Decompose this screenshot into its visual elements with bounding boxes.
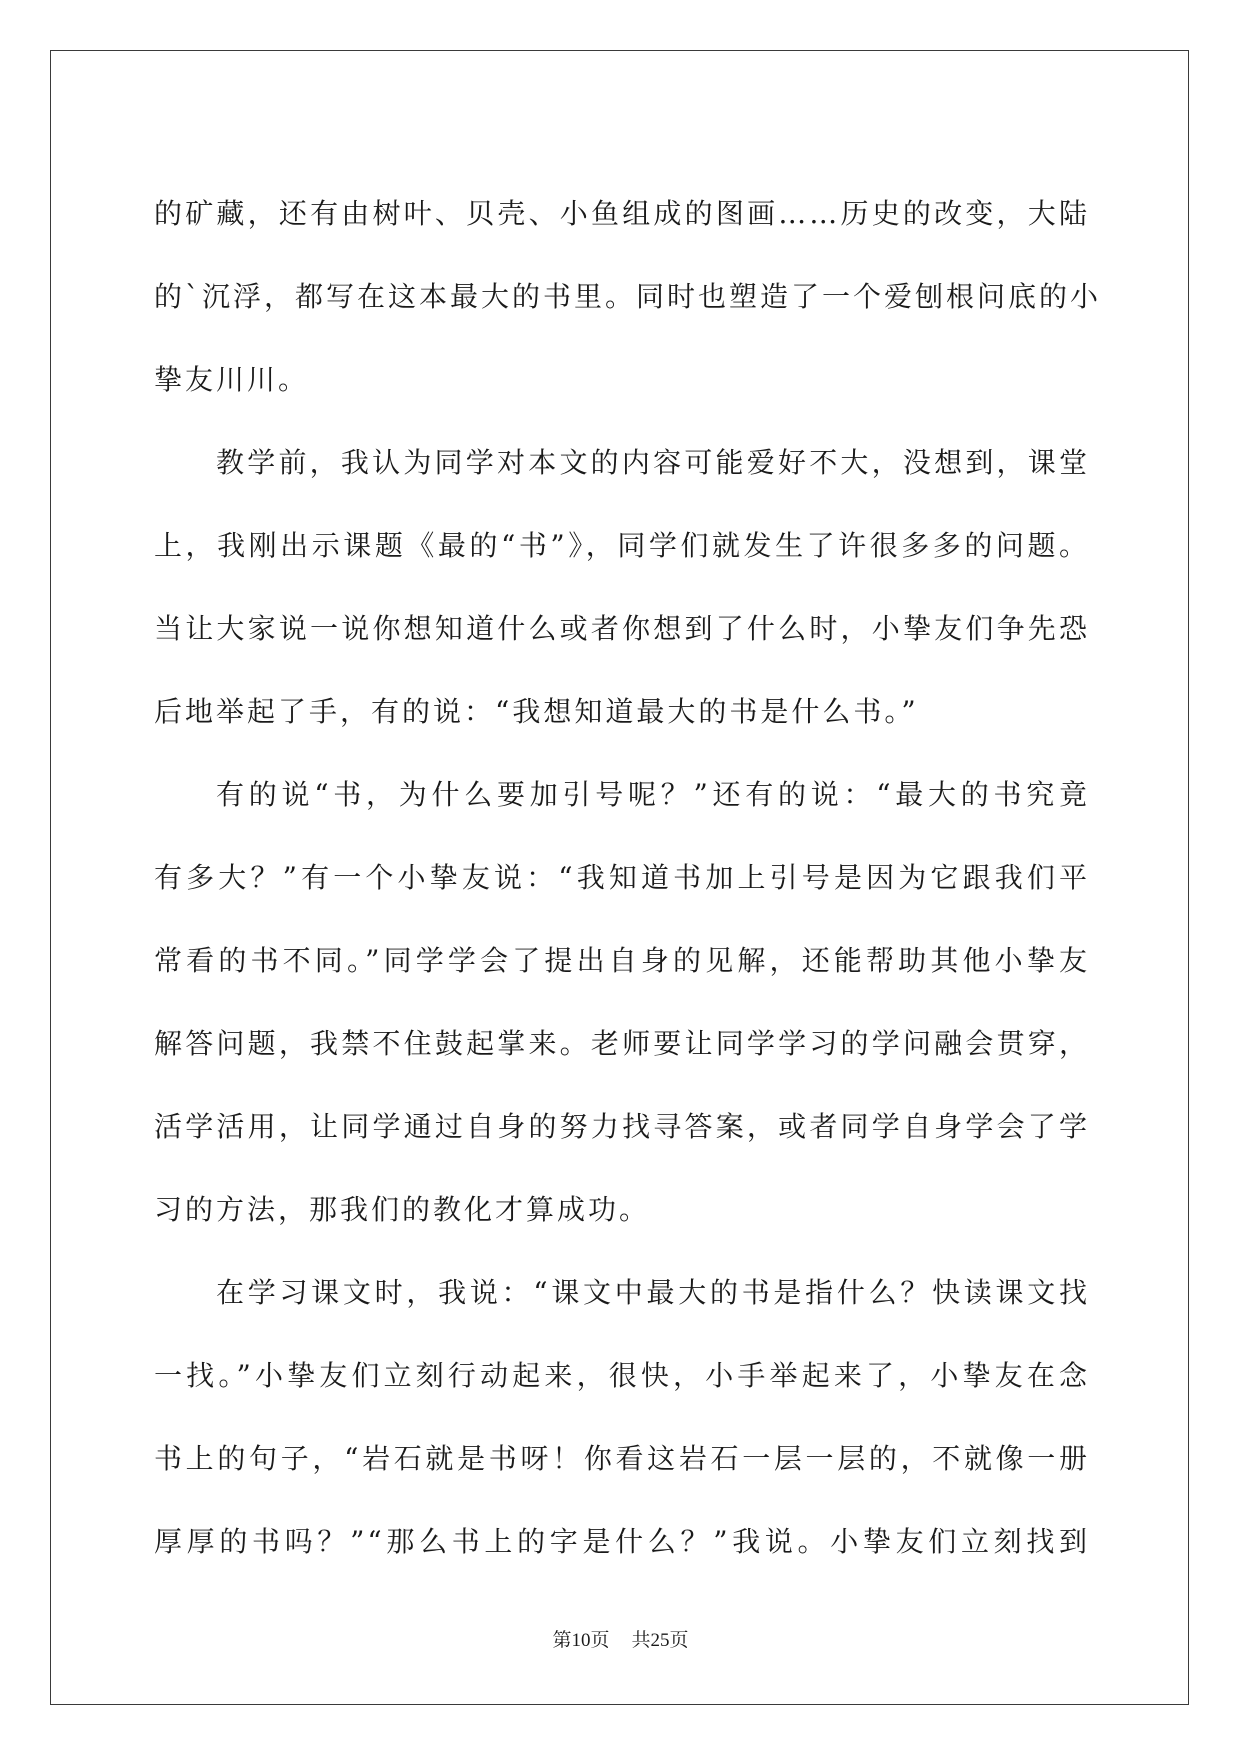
text-line: 厚厚的书吗？”“那么书上的字是什么？”我说。小挚友们立刻找到	[154, 1525, 1090, 1558]
text-line: 当让大家说一说你想知道什么或者你想到了什么时，小挚友们争先恐	[154, 612, 1090, 645]
text-line: 习的方法，那我们的教化才算成功。	[154, 1193, 651, 1226]
text-line: 的矿藏，还有由树叶、贝壳、小鱼组成的图画……历史的改变，大陆	[154, 197, 1090, 230]
page-number: 第10页	[552, 1630, 610, 1651]
text-line: 有多大？”有一个小挚友说：“我知道书加上引号是因为它跟我们平	[154, 861, 1090, 894]
text-line: 的`沉浮，都写在这本最大的书里。同时也塑造了一个爱刨根问底的小	[154, 280, 1102, 313]
paragraph	[154, 421, 1090, 753]
text-line: 上，我刚出示课题《最的“书”》，同学们就发生了许很多多的问题。	[154, 529, 1090, 562]
document-body	[154, 172, 1102, 1583]
text-line: 在学习课文时，我说：“课文中最大的书是指什么？快读课文找	[216, 1276, 1090, 1309]
text-line: 挚友川川。	[154, 363, 310, 396]
text-line: 有的说“书，为什么要加引号呢？”还有的说：“最大的书究竟	[216, 778, 1090, 811]
text-line: 教学前，我认为同学对本文的内容可能爱好不大，没想到，课堂	[216, 446, 1090, 479]
paragraph	[154, 753, 1090, 1251]
text-line: 常看的书不同。”同学学会了提出自身的见解，还能帮助其他小挚友	[154, 944, 1090, 977]
paragraph	[154, 172, 1102, 421]
total-pages: 共25页	[631, 1630, 689, 1651]
text-line: 书上的句子，“岩石就是书呀！你看这岩石一层一层的，不就像一册	[154, 1442, 1090, 1475]
text-line: 后地举起了手，有的说：“我想知道最大的书是什么书。”	[154, 695, 919, 728]
text-line: 一找。”小挚友们立刻行动起来，很快，小手举起来了，小挚友在念	[154, 1359, 1090, 1392]
page-footer	[0, 1626, 1241, 1656]
text-line: 活学活用，让同学通过自身的努力找寻答案，或者同学自身学会了学	[154, 1110, 1090, 1143]
paragraph	[154, 1251, 1090, 1583]
text-line: 解答问题，我禁不住鼓起掌来。老师要让同学学习的学问融会贯穿，	[154, 1027, 1090, 1060]
